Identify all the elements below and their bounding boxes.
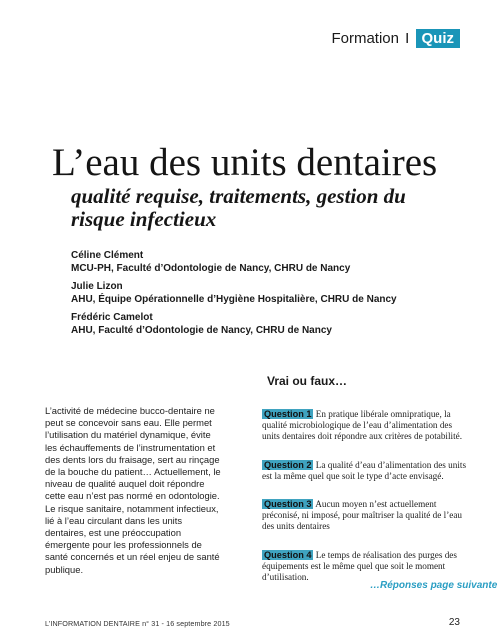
question-label: Question 4 [264, 549, 312, 560]
question-item [262, 550, 472, 584]
quiz-tag: Quiz [416, 29, 461, 48]
section-label: Formation [331, 30, 399, 47]
section-separator: I [405, 30, 410, 47]
question-text: La qualité d’eau d’alimentation des units est la même quel que soit le type d’acte envisagé. [262, 459, 467, 481]
question-item [262, 460, 472, 482]
question-item [262, 409, 472, 443]
answers-link[interactable]: …Réponses page suivante [370, 580, 498, 591]
author-entry [71, 249, 451, 275]
question-label: Question 1 [264, 409, 312, 419]
intro-paragraph: L’activité de médecine bucco-dentaire ne peut se concevoir sans eau. Elle permet l’utilisation du matériel dynamique, évite les échauffements de l’instrumentation et des dents lors du fraisage, sert au rinçage de la bouche du patient… Actuellement, le niveau de qualité auquel doit répondre cette eau n’est pas normé en odontologie. Le risque sanitaire, notamment infectieux, lié à l’eau circulant dans les units dentaires, est une préoccupation émergente pour les professionnels de santé concernés et un réel enjeu de santé publique. [45, 405, 221, 575]
question-label: Question 2 [264, 459, 312, 470]
article-subtitle: qualité requise, traitements, gestion du risque infectieux [71, 184, 406, 231]
journal-footer: L’INFORMATION DENTAIRE n° 31 - 16 septembre 2015 [45, 619, 230, 628]
question-list [262, 409, 472, 600]
author-name: Julie Lizon [71, 281, 123, 292]
author-entry [71, 311, 451, 337]
author-affiliation: AHU, Équipe Opérationnelle d’Hygiène Hospitalière, CHRU de Nancy [71, 294, 397, 305]
question-text: Aucun moyen n’est actuellement préconisé, ni imposé, pour maîtriser la qualité de l’eau des units dentaires [262, 499, 463, 532]
author-affiliation: MCU-PH, Faculté d’Odontologie de Nancy, CHRU de Nancy [71, 263, 351, 274]
question-item [262, 499, 472, 533]
section-header [331, 30, 460, 47]
article-title: L’eau des units dentaires [52, 141, 438, 184]
author-list [71, 249, 451, 342]
author-name: Céline Clément [71, 250, 144, 261]
question-label: Question 3 [264, 499, 312, 510]
quiz-title: Vrai ou faux… [267, 374, 348, 388]
author-affiliation: AHU, Faculté d’Odontologie de Nancy, CHRU de Nancy [71, 325, 332, 336]
author-name: Frédéric Camelot [71, 312, 153, 323]
question-text: Le temps de réalisation des purges des équipements est le même quel que soit le moment d’utilisation. [262, 549, 457, 583]
page-number: 23 [448, 617, 460, 628]
author-entry [71, 280, 451, 306]
question-text: En pratique libérale omnipratique, la qualité microbiologique de l’eau d’alimentation des units dentaires doit répondre aux critères de potabilité. [262, 409, 463, 442]
